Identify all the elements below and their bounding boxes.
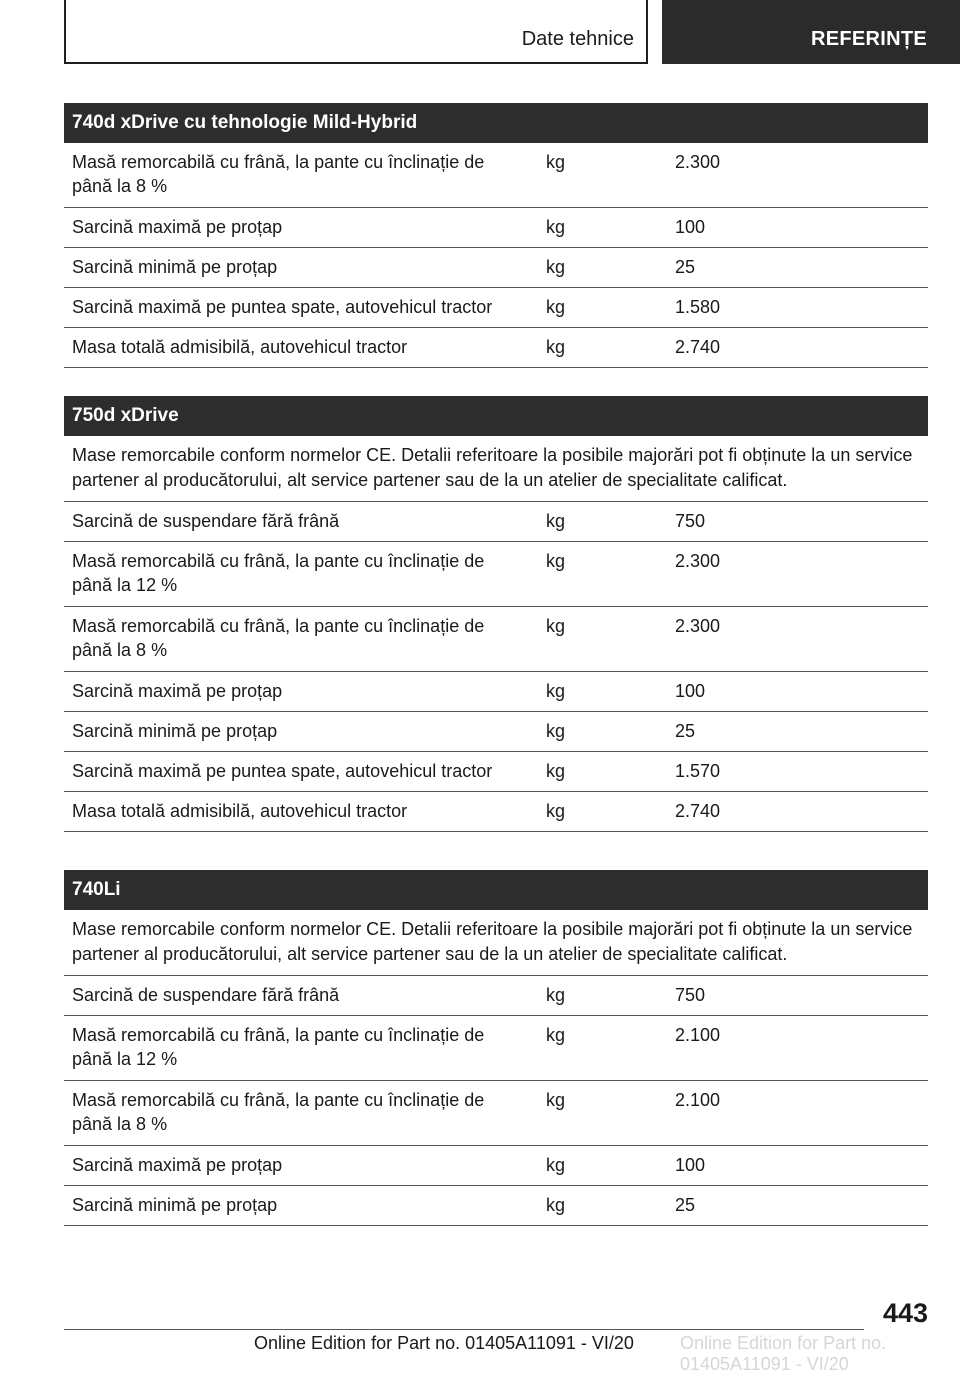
row-unit: kg xyxy=(546,616,566,636)
row-value: 2.300 xyxy=(675,152,721,172)
spec-table-740li xyxy=(64,870,928,1226)
table-row xyxy=(64,607,928,672)
row-unit: kg xyxy=(546,1090,566,1110)
row-label: Masă remorcabilă cu frână, la pante cu înclinație de până la 8 % xyxy=(72,616,485,660)
spec-table-740d xyxy=(64,103,928,368)
row-value: 2.100 xyxy=(675,1025,721,1045)
row-value: 1.570 xyxy=(675,761,721,781)
row-value: 2.300 xyxy=(675,551,721,571)
row-value: 25 xyxy=(675,257,696,277)
row-value: 25 xyxy=(675,721,696,741)
header-chapter-tab xyxy=(662,0,960,64)
row-unit: kg xyxy=(546,801,566,821)
table-row xyxy=(64,1081,928,1146)
table-row xyxy=(64,502,928,542)
row-unit: kg xyxy=(546,1195,566,1215)
row-unit: kg xyxy=(546,337,566,357)
row-value: 750 xyxy=(675,511,706,531)
section-note: Mase remorcabile conform normelor CE. Detalii referitoare la posibile majorări pot fi obținute la un service partener al producătorului, alt service partener sau de la un atelier de specialitate calificat. xyxy=(64,436,928,502)
table-row xyxy=(64,976,928,1016)
row-label: Sarcină minimă pe proțap xyxy=(72,721,278,741)
section-title: 740Li xyxy=(64,870,928,910)
header-section-box xyxy=(64,0,648,64)
row-label: Sarcină maximă pe puntea spate, autovehicul tractor xyxy=(72,297,493,317)
row-unit: kg xyxy=(546,985,566,1005)
row-label: Sarcină de suspendare fără frână xyxy=(72,511,340,531)
row-value: 100 xyxy=(675,1155,706,1175)
row-label: Masa totală admisibilă, autovehicul tractor xyxy=(72,801,408,821)
row-unit: kg xyxy=(546,1155,566,1175)
row-unit: kg xyxy=(546,551,566,571)
table-row xyxy=(64,672,928,712)
row-label: Sarcină minimă pe proțap xyxy=(72,257,278,277)
row-label: Sarcină maximă pe proțap xyxy=(72,681,283,701)
row-unit: kg xyxy=(546,761,566,781)
row-label: Sarcină minimă pe proțap xyxy=(72,1195,278,1215)
row-unit: kg xyxy=(546,152,566,172)
row-value: 100 xyxy=(675,217,706,237)
row-unit: kg xyxy=(546,1025,566,1045)
header-section-label: Date tehnice xyxy=(521,28,634,50)
row-unit: kg xyxy=(546,297,566,317)
row-value: 2.740 xyxy=(675,337,721,357)
row-value: 25 xyxy=(675,1195,696,1215)
row-value: 1.580 xyxy=(675,297,721,317)
row-unit: kg xyxy=(546,721,566,741)
table-row xyxy=(64,752,928,792)
row-label: Masă remorcabilă cu frână, la pante cu înclinație de până la 8 % xyxy=(72,1090,485,1134)
row-label: Masă remorcabilă cu frână, la pante cu înclinație de până la 12 % xyxy=(72,1025,485,1069)
table-row xyxy=(64,1146,928,1186)
table-row xyxy=(64,288,928,328)
table-row xyxy=(64,712,928,752)
row-label: Sarcină maximă pe proțap xyxy=(72,1155,283,1175)
page-number: 443 xyxy=(882,1298,928,1328)
footer-edition-text: Online Edition for Part no. 01405A11091 - VI/20 xyxy=(254,1333,634,1353)
row-unit: kg xyxy=(546,511,566,531)
section-title: 750d xDrive xyxy=(64,396,928,436)
row-value: 750 xyxy=(675,985,706,1005)
row-label: Masa totală admisibilă, autovehicul tractor xyxy=(72,337,408,357)
row-value: 2.300 xyxy=(675,616,721,636)
row-label: Masă remorcabilă cu frână, la pante cu înclinație de până la 8 % xyxy=(72,152,485,196)
table-row xyxy=(64,1016,928,1081)
row-label: Sarcină maximă pe proțap xyxy=(72,217,283,237)
header-chapter-label: REFERINȚE xyxy=(810,28,927,50)
footer-divider xyxy=(64,1329,864,1330)
row-label: Sarcină de suspendare fără frână xyxy=(72,985,340,1005)
table-row xyxy=(64,208,928,248)
section-note: Mase remorcabile conform normelor CE. Detalii referitoare la posibile majorări pot fi obținute la un service partener al producătorului, alt service partener sau de la un atelier de specialitate calificat. xyxy=(64,910,928,976)
row-value: 2.740 xyxy=(675,801,721,821)
row-unit: kg xyxy=(546,681,566,701)
row-unit: kg xyxy=(546,257,566,277)
row-value: 2.100 xyxy=(675,1090,721,1110)
table-row xyxy=(64,143,928,208)
table-row xyxy=(64,792,928,832)
row-unit: kg xyxy=(546,217,566,237)
row-value: 100 xyxy=(675,681,706,701)
watermark: Online Edition for Part no. 01405A11091 - VI/20 xyxy=(680,1333,887,1374)
row-label: Sarcină maximă pe puntea spate, autovehicul tractor xyxy=(72,761,493,781)
row-label: Masă remorcabilă cu frână, la pante cu înclinație de până la 12 % xyxy=(72,551,485,595)
section-title: 740d xDrive cu tehnologie Mild-Hybrid xyxy=(64,103,928,143)
table-row xyxy=(64,1186,928,1226)
table-row xyxy=(64,542,928,607)
spec-table-750d xyxy=(64,396,928,832)
table-row xyxy=(64,328,928,368)
table-row xyxy=(64,248,928,288)
